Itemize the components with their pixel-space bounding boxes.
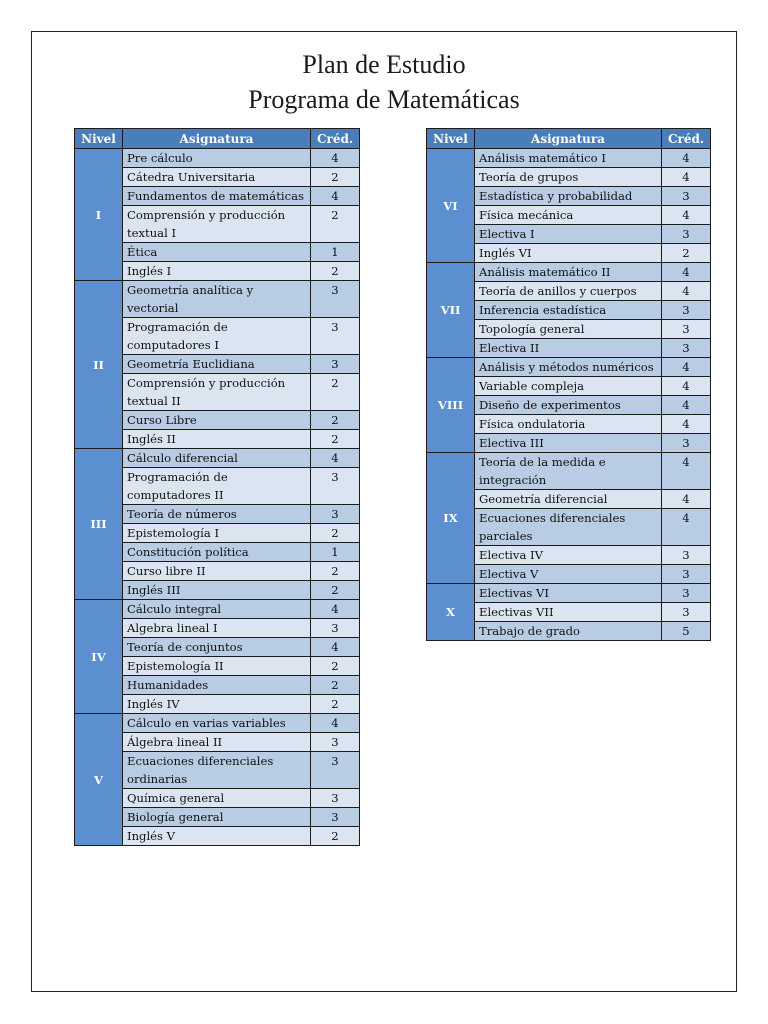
creditos-cell: 2 [311, 562, 360, 581]
asignatura-cell: Epistemología II [123, 657, 311, 676]
asignatura-cell: Topología general [475, 320, 662, 339]
creditos-cell: 5 [662, 622, 711, 641]
creditos-cell: 2 [311, 524, 360, 543]
asignatura-cell: Análisis matemático II [475, 263, 662, 282]
asignatura-cell: Ecuaciones diferenciales parciales [475, 509, 662, 546]
table-row [427, 453, 711, 490]
table-header-row [75, 129, 360, 149]
nivel-cell: IV [75, 600, 123, 714]
header-asignatura: Asignatura [123, 129, 311, 149]
creditos-cell: 3 [311, 505, 360, 524]
asignatura-cell: Inglés V [123, 827, 311, 846]
creditos-cell: 3 [662, 301, 711, 320]
creditos-cell: 4 [311, 714, 360, 733]
page-subtitle: Programa de Matemáticas [248, 85, 520, 114]
page-title: Plan de Estudio [302, 50, 466, 79]
asignatura-cell: Ética [123, 243, 311, 262]
creditos-cell: 4 [662, 358, 711, 377]
nivel-cell: II [75, 281, 123, 449]
asignatura-cell: Cálculo en varias variables [123, 714, 311, 733]
asignatura-cell: Inglés I [123, 262, 311, 281]
asignatura-cell: Inferencia estadística [475, 301, 662, 320]
nivel-cell: VII [427, 263, 475, 358]
asignatura-cell: Cátedra Universitaria [123, 168, 311, 187]
creditos-cell: 2 [311, 411, 360, 430]
asignatura-cell: Estadística y probabilidad [475, 187, 662, 206]
asignatura-cell: Teoría de conjuntos [123, 638, 311, 657]
creditos-cell: 3 [662, 546, 711, 565]
asignatura-cell: Geometría diferencial [475, 490, 662, 509]
asignatura-cell: Curso Libre [123, 411, 311, 430]
asignatura-cell: Electivas VII [475, 603, 662, 622]
creditos-cell: 4 [662, 453, 711, 490]
creditos-cell: 3 [662, 225, 711, 244]
header-nivel: Nivel [427, 129, 475, 149]
creditos-cell: 2 [311, 168, 360, 187]
creditos-cell: 4 [311, 600, 360, 619]
creditos-cell: 3 [311, 355, 360, 374]
asignatura-cell: Inglés III [123, 581, 311, 600]
nivel-cell: III [75, 449, 123, 600]
asignatura-cell: Programación de computadores I [123, 318, 311, 355]
table-row [427, 584, 711, 603]
table-row [427, 149, 711, 168]
table-row [75, 449, 360, 468]
creditos-cell: 4 [311, 149, 360, 168]
creditos-cell: 4 [662, 415, 711, 434]
asignatura-cell: Teoría de grupos [475, 168, 662, 187]
asignatura-cell: Cálculo diferencial [123, 449, 311, 468]
table-row [75, 149, 360, 168]
creditos-cell: 2 [311, 262, 360, 281]
nivel-cell: V [75, 714, 123, 846]
asignatura-cell: Comprensión y producción textual II [123, 374, 311, 411]
asignatura-cell: Teoría de la medida e integración [475, 453, 662, 490]
asignatura-cell: Teoría de números [123, 505, 311, 524]
creditos-cell: 2 [662, 244, 711, 263]
creditos-cell: 4 [662, 377, 711, 396]
table-header-row [427, 129, 711, 149]
table-row [427, 358, 711, 377]
curriculum-table-right [426, 128, 711, 641]
asignatura-cell: Electiva III [475, 434, 662, 453]
asignatura-cell: Inglés II [123, 430, 311, 449]
asignatura-cell: Trabajo de grado [475, 622, 662, 641]
curriculum-table-left [74, 128, 360, 846]
table-row [427, 263, 711, 282]
asignatura-cell: Pre cálculo [123, 149, 311, 168]
creditos-cell: 4 [662, 396, 711, 415]
creditos-cell: 2 [311, 374, 360, 411]
asignatura-cell: Electivas VI [475, 584, 662, 603]
creditos-cell: 3 [662, 584, 711, 603]
creditos-cell: 3 [311, 808, 360, 827]
creditos-cell: 2 [311, 430, 360, 449]
asignatura-cell: Teoría de anillos y cuerpos [475, 282, 662, 301]
creditos-cell: 2 [311, 827, 360, 846]
creditos-cell: 4 [311, 187, 360, 206]
header-creditos: Créd. [311, 129, 360, 149]
asignatura-cell: Curso libre II [123, 562, 311, 581]
creditos-cell: 4 [662, 509, 711, 546]
asignatura-cell: Algebra lineal I [123, 619, 311, 638]
creditos-cell: 4 [662, 263, 711, 282]
creditos-cell: 3 [662, 320, 711, 339]
asignatura-cell: Variable compleja [475, 377, 662, 396]
header-nivel: Nivel [75, 129, 123, 149]
asignatura-cell: Electiva I [475, 225, 662, 244]
creditos-cell: 4 [662, 282, 711, 301]
creditos-cell: 4 [662, 490, 711, 509]
asignatura-cell: Geometría Euclidiana [123, 355, 311, 374]
creditos-cell: 3 [662, 603, 711, 622]
creditos-cell: 2 [311, 206, 360, 243]
asignatura-cell: Geometría analítica y vectorial [123, 281, 311, 318]
creditos-cell: 3 [311, 789, 360, 808]
asignatura-cell: Biología general [123, 808, 311, 827]
creditos-cell: 3 [662, 187, 711, 206]
creditos-cell: 2 [311, 676, 360, 695]
nivel-cell: I [75, 149, 123, 281]
asignatura-cell: Electiva II [475, 339, 662, 358]
asignatura-cell: Álgebra lineal II [123, 733, 311, 752]
creditos-cell: 1 [311, 243, 360, 262]
nivel-cell: VIII [427, 358, 475, 453]
creditos-cell: 2 [311, 657, 360, 676]
creditos-cell: 3 [662, 339, 711, 358]
creditos-cell: 3 [311, 468, 360, 505]
asignatura-cell: Electiva V [475, 565, 662, 584]
asignatura-cell: Diseño de experimentos [475, 396, 662, 415]
asignatura-cell: Análisis y métodos numéricos [475, 358, 662, 377]
table-row [75, 281, 360, 318]
creditos-cell: 3 [311, 281, 360, 318]
nivel-cell: X [427, 584, 475, 641]
creditos-cell: 4 [662, 206, 711, 225]
header-asignatura: Asignatura [475, 129, 662, 149]
creditos-cell: 4 [662, 149, 711, 168]
nivel-cell: VI [427, 149, 475, 263]
asignatura-cell: Programación de computadores II [123, 468, 311, 505]
asignatura-cell: Comprensión y producción textual I [123, 206, 311, 243]
asignatura-cell: Química general [123, 789, 311, 808]
creditos-cell: 3 [662, 565, 711, 584]
creditos-cell: 1 [311, 543, 360, 562]
creditos-cell: 3 [662, 434, 711, 453]
nivel-cell: IX [427, 453, 475, 584]
creditos-cell: 3 [311, 619, 360, 638]
table-row [75, 600, 360, 619]
creditos-cell: 3 [311, 318, 360, 355]
creditos-cell: 2 [311, 695, 360, 714]
header-creditos: Créd. [662, 129, 711, 149]
asignatura-cell: Inglés IV [123, 695, 311, 714]
asignatura-cell: Física mecánica [475, 206, 662, 225]
asignatura-cell: Inglés VI [475, 244, 662, 263]
asignatura-cell: Ecuaciones diferenciales ordinarias [123, 752, 311, 789]
asignatura-cell: Fundamentos de matemáticas [123, 187, 311, 206]
creditos-cell: 4 [662, 168, 711, 187]
creditos-cell: 4 [311, 449, 360, 468]
asignatura-cell: Cálculo integral [123, 600, 311, 619]
table-row [75, 714, 360, 733]
creditos-cell: 4 [311, 638, 360, 657]
asignatura-cell: Física ondulatoria [475, 415, 662, 434]
asignatura-cell: Constitución política [123, 543, 311, 562]
asignatura-cell: Análisis matemático I [475, 149, 662, 168]
asignatura-cell: Humanidades [123, 676, 311, 695]
asignatura-cell: Epistemología I [123, 524, 311, 543]
creditos-cell: 3 [311, 733, 360, 752]
asignatura-cell: Electiva IV [475, 546, 662, 565]
creditos-cell: 3 [311, 752, 360, 789]
creditos-cell: 2 [311, 581, 360, 600]
